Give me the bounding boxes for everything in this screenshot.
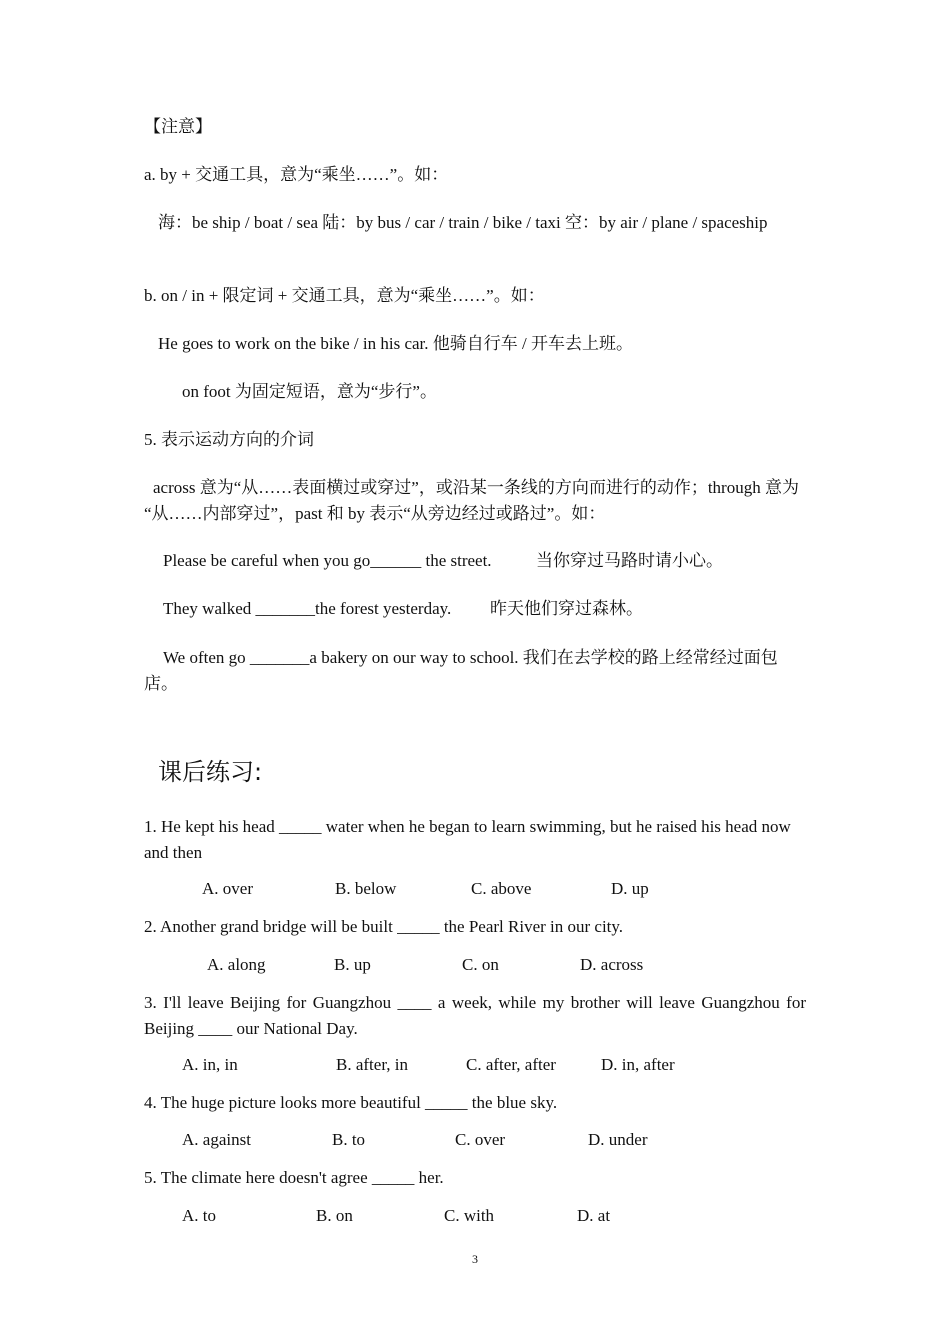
q2-option-b: B. up	[334, 955, 371, 974]
page-number: 3	[472, 1252, 478, 1266]
example3: We often go _______a bakery on our way to school. 我们在去学校的路上经常经过面包店。	[144, 648, 778, 693]
question-1: 1. He kept his head _____ water when he began to learn swimming, but he raised his head now and then	[144, 817, 791, 862]
section5-explanation: across 意为“从……表面横过或穿过”，或沿某一条线的方向而进行的动作；through 意为 “从……内部穿过”，past 和 by 表示“从旁边经过或路过”。如：	[144, 478, 799, 523]
example1-chinese: 当你穿过马路时请小心。	[536, 551, 723, 570]
q3-option-b: B. after, in	[336, 1055, 409, 1074]
q3-option-a: A. in, in	[182, 1055, 238, 1074]
q2-option-c: C. on	[462, 955, 499, 974]
question-2: 2. Another grand bridge will be built _____ the Pearl River in our city.	[144, 917, 624, 936]
question-4: 4. The huge picture looks more beautiful _____ the blue sky.	[144, 1093, 558, 1112]
q4-option-b: B. to	[332, 1130, 366, 1149]
q4-option-c: C. over	[455, 1130, 506, 1149]
q4-option-a: A. against	[182, 1130, 251, 1149]
note-b-example: He goes to work on the bike / in his car. 他骑自行车 / 开车去上班。	[158, 334, 634, 353]
q4-option-d: D. under	[588, 1130, 648, 1149]
q3-option-c: C. after, after	[466, 1055, 556, 1074]
section5-title: 5. 表示运动方向的介词	[144, 430, 314, 449]
note-header: 【注意】	[144, 117, 212, 136]
foot-note: on foot 为固定短语，意为“步行”。	[182, 382, 437, 401]
q5-option-c: C. with	[444, 1206, 495, 1225]
question-5: 5. The climate here doesn't agree _____ her.	[144, 1168, 444, 1187]
question-3: 3. I'll leave Beijing for Guangzhou ____ a week, while my brother will leave Guangzhou for Beijing ____ our National Day.	[144, 993, 806, 1038]
q1-option-a: A. over	[202, 879, 253, 898]
example2-english: They walked _______the forest yesterday.	[163, 599, 452, 618]
q2-option-a: A. along	[207, 955, 266, 974]
q1-option-c: C. above	[471, 879, 532, 898]
note-a-example: 海：be ship / boat / sea 陆：by bus / car / train / bike / taxi 空：by air / plane / spaceship	[158, 213, 768, 232]
q5-option-b: B. on	[316, 1206, 353, 1225]
example2-chinese: 昨天他们穿过森林。	[490, 599, 643, 618]
q5-option-a: A. to	[182, 1206, 216, 1225]
q1-option-d: D. up	[611, 879, 649, 898]
example1-english: Please be careful when you go______ the street.	[163, 551, 492, 570]
note-b-line: b. on / in + 限定词 + 交通工具，意为“乘坐……”。如：	[144, 286, 545, 305]
q2-option-d: D. across	[580, 955, 644, 974]
q3-option-d: D. in, after	[601, 1055, 675, 1074]
note-a-line: a. by + 交通工具，意为“乘坐……”。如：	[144, 165, 449, 184]
q1-option-b: B. below	[335, 879, 397, 898]
q5-option-d: D. at	[577, 1206, 611, 1225]
exercise-heading: 课后练习:	[158, 758, 263, 786]
